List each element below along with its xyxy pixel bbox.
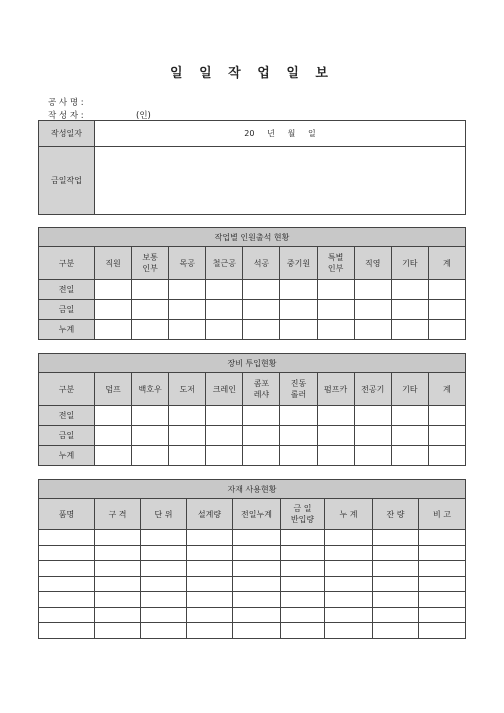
project-name-line xyxy=(48,96,84,108)
materials-cell[interactable] xyxy=(419,576,466,592)
materials-cell[interactable] xyxy=(325,592,373,608)
personnel-cell[interactable] xyxy=(169,300,206,320)
personnel-header-2: 보통 인부 xyxy=(132,247,169,280)
personnel-cell[interactable] xyxy=(280,300,317,320)
personnel-row-label-1: 금일 xyxy=(39,300,95,320)
table-row xyxy=(39,545,466,561)
materials-cell[interactable] xyxy=(373,545,419,561)
materials-cell[interactable] xyxy=(39,561,95,577)
personnel-cell[interactable] xyxy=(391,300,428,320)
personnel-header-0: 구분 xyxy=(39,247,95,280)
materials-cell[interactable] xyxy=(141,561,187,577)
materials-cell[interactable] xyxy=(39,576,95,592)
materials-cell[interactable] xyxy=(95,561,141,577)
equipment-cell[interactable] xyxy=(169,426,206,446)
personnel-cell[interactable] xyxy=(243,300,280,320)
materials-header-2: 단 위 xyxy=(141,499,187,530)
equipment-header-7: 펌프카 xyxy=(317,373,354,406)
materials-cell[interactable] xyxy=(419,607,466,623)
materials-cell[interactable] xyxy=(187,530,233,546)
personnel-cell[interactable] xyxy=(132,280,169,300)
materials-cell[interactable] xyxy=(325,623,373,639)
materials-cell[interactable] xyxy=(281,576,325,592)
equipment-cell[interactable] xyxy=(428,446,465,466)
materials-cell[interactable] xyxy=(281,530,325,546)
equipment-cell[interactable] xyxy=(354,406,391,426)
materials-cell[interactable] xyxy=(373,576,419,592)
personnel-cell[interactable] xyxy=(243,320,280,340)
equipment-cell[interactable] xyxy=(169,446,206,466)
personnel-header-9: 기타 xyxy=(391,247,428,280)
materials-cell[interactable] xyxy=(95,530,141,546)
materials-cell[interactable] xyxy=(373,530,419,546)
personnel-cell[interactable] xyxy=(354,300,391,320)
date-work-table xyxy=(38,120,466,215)
materials-cell[interactable] xyxy=(39,607,95,623)
equipment-header-3: 도저 xyxy=(169,373,206,406)
equipment-cell[interactable] xyxy=(317,446,354,466)
equipment-cell[interactable] xyxy=(95,406,132,426)
materials-cell[interactable] xyxy=(39,623,95,639)
equipment-cell[interactable] xyxy=(391,426,428,446)
personnel-cell[interactable] xyxy=(428,320,465,340)
materials-cell[interactable] xyxy=(187,545,233,561)
table-row xyxy=(39,607,466,623)
table-row xyxy=(39,592,466,608)
personnel-header-5: 석공 xyxy=(243,247,280,280)
materials-header-7: 잔 량 xyxy=(373,499,419,530)
personnel-header-4: 철근공 xyxy=(206,247,243,280)
table-row xyxy=(39,320,466,340)
materials-cell[interactable] xyxy=(39,545,95,561)
personnel-cell[interactable] xyxy=(391,280,428,300)
personnel-cell[interactable] xyxy=(206,300,243,320)
materials-header-8: 비 고 xyxy=(419,499,466,530)
materials-cell[interactable] xyxy=(187,607,233,623)
table-row xyxy=(39,300,466,320)
work-content-cell[interactable] xyxy=(95,147,466,215)
materials-header-0: 품명 xyxy=(39,499,95,530)
materials-cell[interactable] xyxy=(281,592,325,608)
materials-cell[interactable] xyxy=(233,561,281,577)
materials-cell[interactable] xyxy=(141,545,187,561)
personnel-cell[interactable] xyxy=(280,320,317,340)
materials-cell[interactable] xyxy=(233,530,281,546)
equipment-cell[interactable] xyxy=(243,426,280,446)
project-name-label: 공 사 명 : xyxy=(48,98,84,108)
equipment-cell[interactable] xyxy=(280,426,317,446)
personnel-cell[interactable] xyxy=(95,320,132,340)
equipment-cell[interactable] xyxy=(317,426,354,446)
equipment-cell[interactable] xyxy=(132,446,169,466)
equipment-cell[interactable] xyxy=(243,406,280,426)
materials-table xyxy=(38,479,466,639)
materials-cell[interactable] xyxy=(419,623,466,639)
personnel-header-10: 계 xyxy=(428,247,465,280)
personnel-cell[interactable] xyxy=(132,320,169,340)
materials-cell[interactable] xyxy=(325,561,373,577)
materials-cell[interactable] xyxy=(95,592,141,608)
equipment-header-5: 콤포 레샤 xyxy=(243,373,280,406)
table-row xyxy=(39,530,466,546)
personnel-table xyxy=(38,227,466,340)
personnel-header-1: 직원 xyxy=(95,247,132,280)
equipment-row-label-0: 전일 xyxy=(39,406,95,426)
materials-cell[interactable] xyxy=(373,623,419,639)
personnel-cell[interactable] xyxy=(317,300,354,320)
equipment-cell[interactable] xyxy=(169,406,206,426)
equipment-cell[interactable] xyxy=(428,406,465,426)
materials-cell[interactable] xyxy=(233,592,281,608)
table-row xyxy=(39,576,466,592)
personnel-row-label-2: 누계 xyxy=(39,320,95,340)
personnel-cell[interactable] xyxy=(243,280,280,300)
equipment-cell[interactable] xyxy=(206,426,243,446)
equipment-header-2: 백호우 xyxy=(132,373,169,406)
table-row xyxy=(39,623,466,639)
materials-cell[interactable] xyxy=(281,561,325,577)
materials-header-5: 금 일 반입량 xyxy=(281,499,325,530)
materials-cell[interactable] xyxy=(187,623,233,639)
materials-cell[interactable] xyxy=(141,607,187,623)
personnel-cell[interactable] xyxy=(354,320,391,340)
date-label: 작성일자 xyxy=(39,121,95,147)
personnel-cell[interactable] xyxy=(391,320,428,340)
equipment-title: 장비 투입현황 xyxy=(39,354,466,373)
table-row xyxy=(39,406,466,426)
materials-cell[interactable] xyxy=(281,623,325,639)
materials-cell[interactable] xyxy=(325,607,373,623)
materials-cell[interactable] xyxy=(39,530,95,546)
table-row xyxy=(39,446,466,466)
personnel-cell[interactable] xyxy=(169,320,206,340)
equipment-row-label-1: 금일 xyxy=(39,426,95,446)
personnel-cell[interactable] xyxy=(132,300,169,320)
personnel-cell[interactable] xyxy=(354,280,391,300)
equipment-header-10: 계 xyxy=(428,373,465,406)
materials-cell[interactable] xyxy=(419,530,466,546)
personnel-row-label-0: 전일 xyxy=(39,280,95,300)
personnel-cell[interactable] xyxy=(317,320,354,340)
materials-cell[interactable] xyxy=(187,576,233,592)
personnel-header-7: 특별 인부 xyxy=(317,247,354,280)
materials-cell[interactable] xyxy=(187,561,233,577)
materials-cell[interactable] xyxy=(39,592,95,608)
equipment-cell[interactable] xyxy=(206,406,243,426)
materials-cell[interactable] xyxy=(233,576,281,592)
materials-cell[interactable] xyxy=(419,561,466,577)
equipment-cell[interactable] xyxy=(354,446,391,466)
personnel-cell[interactable] xyxy=(95,300,132,320)
equipment-table xyxy=(38,353,466,466)
materials-cell[interactable] xyxy=(325,530,373,546)
personnel-header-6: 중기원 xyxy=(280,247,317,280)
work-label: 금일작업 xyxy=(39,147,95,215)
equipment-cell[interactable] xyxy=(317,406,354,426)
materials-header-1: 구 격 xyxy=(95,499,141,530)
materials-cell[interactable] xyxy=(325,576,373,592)
table-row xyxy=(39,426,466,446)
author-label: 작 성 자 : xyxy=(48,111,84,121)
equipment-header-0: 구분 xyxy=(39,373,95,406)
materials-cell[interactable] xyxy=(95,545,141,561)
materials-cell[interactable] xyxy=(95,576,141,592)
date-value[interactable]: 20 년 월 일 xyxy=(95,121,466,147)
equipment-cell[interactable] xyxy=(391,446,428,466)
table-row xyxy=(39,561,466,577)
materials-cell[interactable] xyxy=(373,607,419,623)
equipment-cell[interactable] xyxy=(354,426,391,446)
materials-cell[interactable] xyxy=(95,623,141,639)
materials-header-3: 설계량 xyxy=(187,499,233,530)
personnel-cell[interactable] xyxy=(169,280,206,300)
personnel-cell[interactable] xyxy=(428,300,465,320)
personnel-title: 작업별 인원출석 현황 xyxy=(39,228,466,247)
equipment-header-6: 진동 롤러 xyxy=(280,373,317,406)
equipment-header-1: 덤프 xyxy=(95,373,132,406)
equipment-cell[interactable] xyxy=(132,426,169,446)
materials-header-6: 누 계 xyxy=(325,499,373,530)
materials-cell[interactable] xyxy=(281,607,325,623)
materials-cell[interactable] xyxy=(141,530,187,546)
equipment-header-9: 기타 xyxy=(391,373,428,406)
equipment-cell[interactable] xyxy=(391,406,428,426)
personnel-header-8: 직영 xyxy=(354,247,391,280)
personnel-cell[interactable] xyxy=(428,280,465,300)
materials-cell[interactable] xyxy=(187,592,233,608)
equipment-cell[interactable] xyxy=(206,446,243,466)
materials-title: 자재 사용현황 xyxy=(39,480,466,499)
equipment-header-4: 크레인 xyxy=(206,373,243,406)
materials-cell[interactable] xyxy=(141,623,187,639)
equipment-cell[interactable] xyxy=(95,426,132,446)
personnel-header-3: 목공 xyxy=(169,247,206,280)
materials-cell[interactable] xyxy=(233,607,281,623)
materials-cell[interactable] xyxy=(233,545,281,561)
equipment-cell[interactable] xyxy=(243,446,280,466)
equipment-cell[interactable] xyxy=(280,406,317,426)
personnel-cell[interactable] xyxy=(206,320,243,340)
materials-header-4: 전일누계 xyxy=(233,499,281,530)
materials-cell[interactable] xyxy=(141,592,187,608)
materials-cell[interactable] xyxy=(419,545,466,561)
document-title: 일 일 작 업 일 보 xyxy=(170,66,334,81)
table-row xyxy=(39,280,466,300)
personnel-cell[interactable] xyxy=(206,280,243,300)
personnel-cell[interactable] xyxy=(317,280,354,300)
materials-cell[interactable] xyxy=(233,623,281,639)
materials-cell[interactable] xyxy=(141,576,187,592)
materials-cell[interactable] xyxy=(419,592,466,608)
materials-cell[interactable] xyxy=(325,545,373,561)
seal-mark: (인) xyxy=(136,111,151,121)
materials-cell[interactable] xyxy=(373,561,419,577)
materials-cell[interactable] xyxy=(281,545,325,561)
personnel-cell[interactable] xyxy=(95,280,132,300)
equipment-header-8: 전공기 xyxy=(354,373,391,406)
materials-cell[interactable] xyxy=(373,592,419,608)
personnel-cell[interactable] xyxy=(280,280,317,300)
materials-cell[interactable] xyxy=(95,607,141,623)
equipment-cell[interactable] xyxy=(95,446,132,466)
equipment-cell[interactable] xyxy=(280,446,317,466)
equipment-row-label-2: 누계 xyxy=(39,446,95,466)
equipment-cell[interactable] xyxy=(132,406,169,426)
equipment-cell[interactable] xyxy=(428,426,465,446)
